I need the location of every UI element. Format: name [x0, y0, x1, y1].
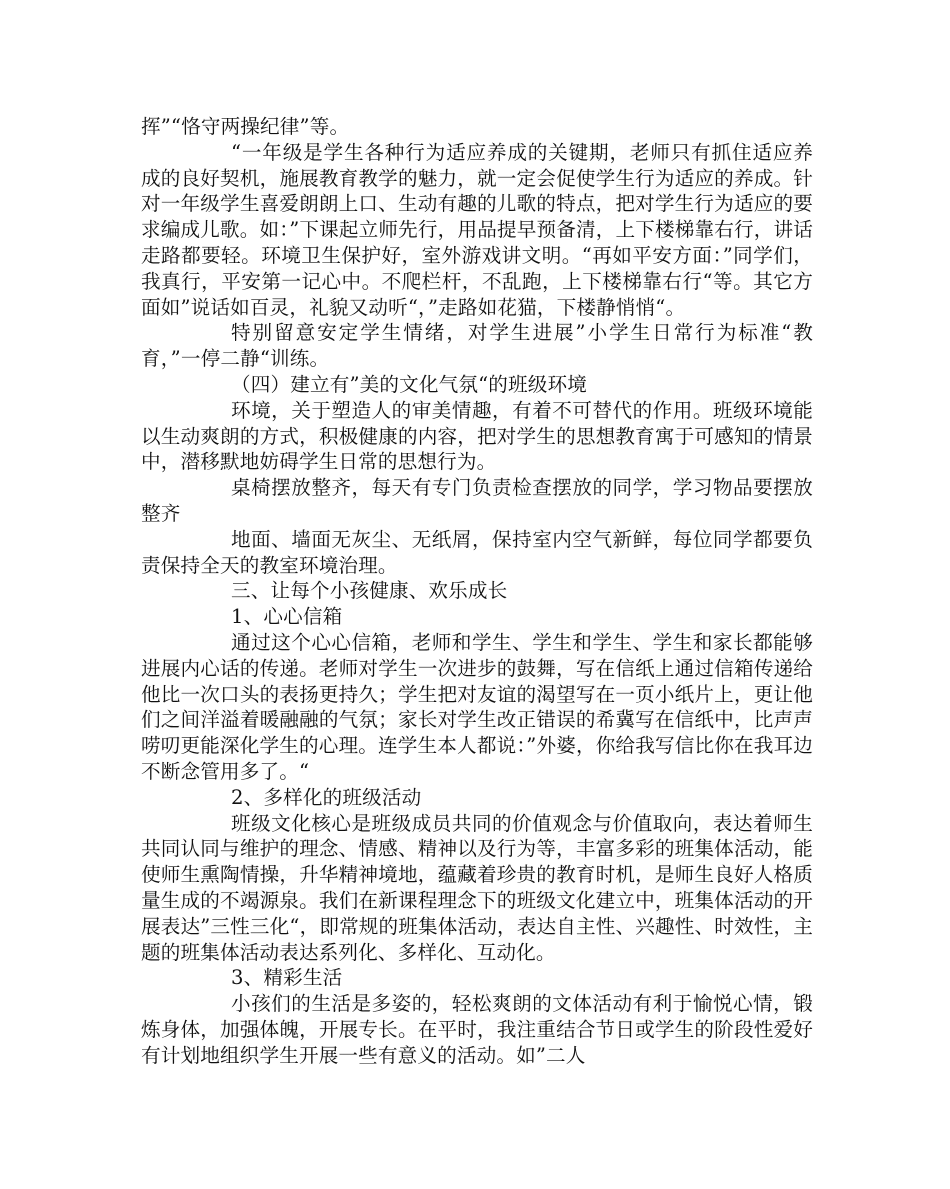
paragraph-9: 通过这个心心信箱，老师和学生、学生和学生、学生和家长都能够进展内心话的传递。老师对学生一次进步的鼓舞，写在信纸上通过信箱传递给他比一次口头的表扬更持久；学生把对友谊的渴望写在一页小纸片上，更让他们之间洋溢着暖融融的气氛；家长对学生改正错误的希冀写在信纸中，比声声唠叨更能深化学生的心理。连学生本人都说：”外婆，你给我写信比你在我耳边不断念管用多了。“ [141, 630, 813, 783]
body-text [141, 114, 813, 1068]
subheading-3: 3、精彩生活 [231, 966, 343, 990]
paragraph-1: “一年级是学生各种行为适应养成的关键期，老师只有抓住适应养成的良好契机，施展教育教学的魅力，就一定会促使学生行为适应的养成。针对一年级学生喜爱朗朗上口、生动有趣的儿歌的特点，把对学生行为适应的要求编成儿歌。如：”下课起立师先行，用品提早预备清，上下楼梯靠右行，讲话走路都要轻。环境卫生保护好，室外游戏讲文明。“再如平安方面：”同学们，我真行，平安第一记心中。不爬栏杆，不乱跑，上下楼梯靠右行“等。其它方面如”说话如百灵，礼貌又动听“，”走路如花猫，下楼静悄悄“。 [141, 140, 813, 319]
paragraph-6: 地面、墙面无灰尘、无纸屑，保持室内空气新鲜，每位同学都要负责保持全天的教室环境治理。 [141, 527, 813, 577]
paragraph-11: 班级文化核心是班级成员共同的价值观念与价值取向，表达着师生共同认同与维护的理念、情感、精神以及行为等，丰富多彩的班集体活动，能使师生熏陶情操，升华精神境地，蕴藏着珍贵的教育时机，是师生良好人格质量生成的不竭源泉。我们在新课程理念下的班级文化建立中，班集体活动的开展表达”三性三化“，即常规的班集体活动，表达自主性、兴趣性、时效性，主题的班集体活动表达系列化、多样化、互动化。 [141, 811, 813, 964]
paragraph-13: 小孩们的生活是多姿的，轻松爽朗的文体活动有利于愉悦心情，锻炼身体，加强体魄，开展专长。在平时，我注重结合节日或学生的阶段性爱好有计划地组织学生开展一些有意义的活动。如”二人 [141, 992, 813, 1067]
subheading-1: 1、心心信箱 [231, 605, 343, 629]
paragraph-2: 特别留意安定学生情绪，对学生进展”小学生日常行为标准“教育，”一停二静“训练。 [141, 321, 813, 371]
paragraph-5: 桌椅摆放整齐，每天有专门负责检查摆放的同学，学习物品要摆放整齐 [141, 476, 813, 525]
subheading-2: 2、多样化的班级活动 [231, 785, 422, 809]
section-heading-3: 三、让每个小孩健康、欢乐成长 [231, 579, 508, 603]
section-heading-4: （四）建立有”美的文化气氛“的班级环境 [231, 372, 587, 396]
paragraph-4: 环境，关于塑造人的审美情趣，有着不可替代的作用。班级环境能以生动爽朗的方式，积极健康的内容，把对学生的思想教育寓于可感知的情景中，潜移默地妨碍学生日常的思想行为。 [141, 398, 813, 474]
paragraph-0: 挥”“恪守两操纪律”等。 [141, 115, 350, 138]
